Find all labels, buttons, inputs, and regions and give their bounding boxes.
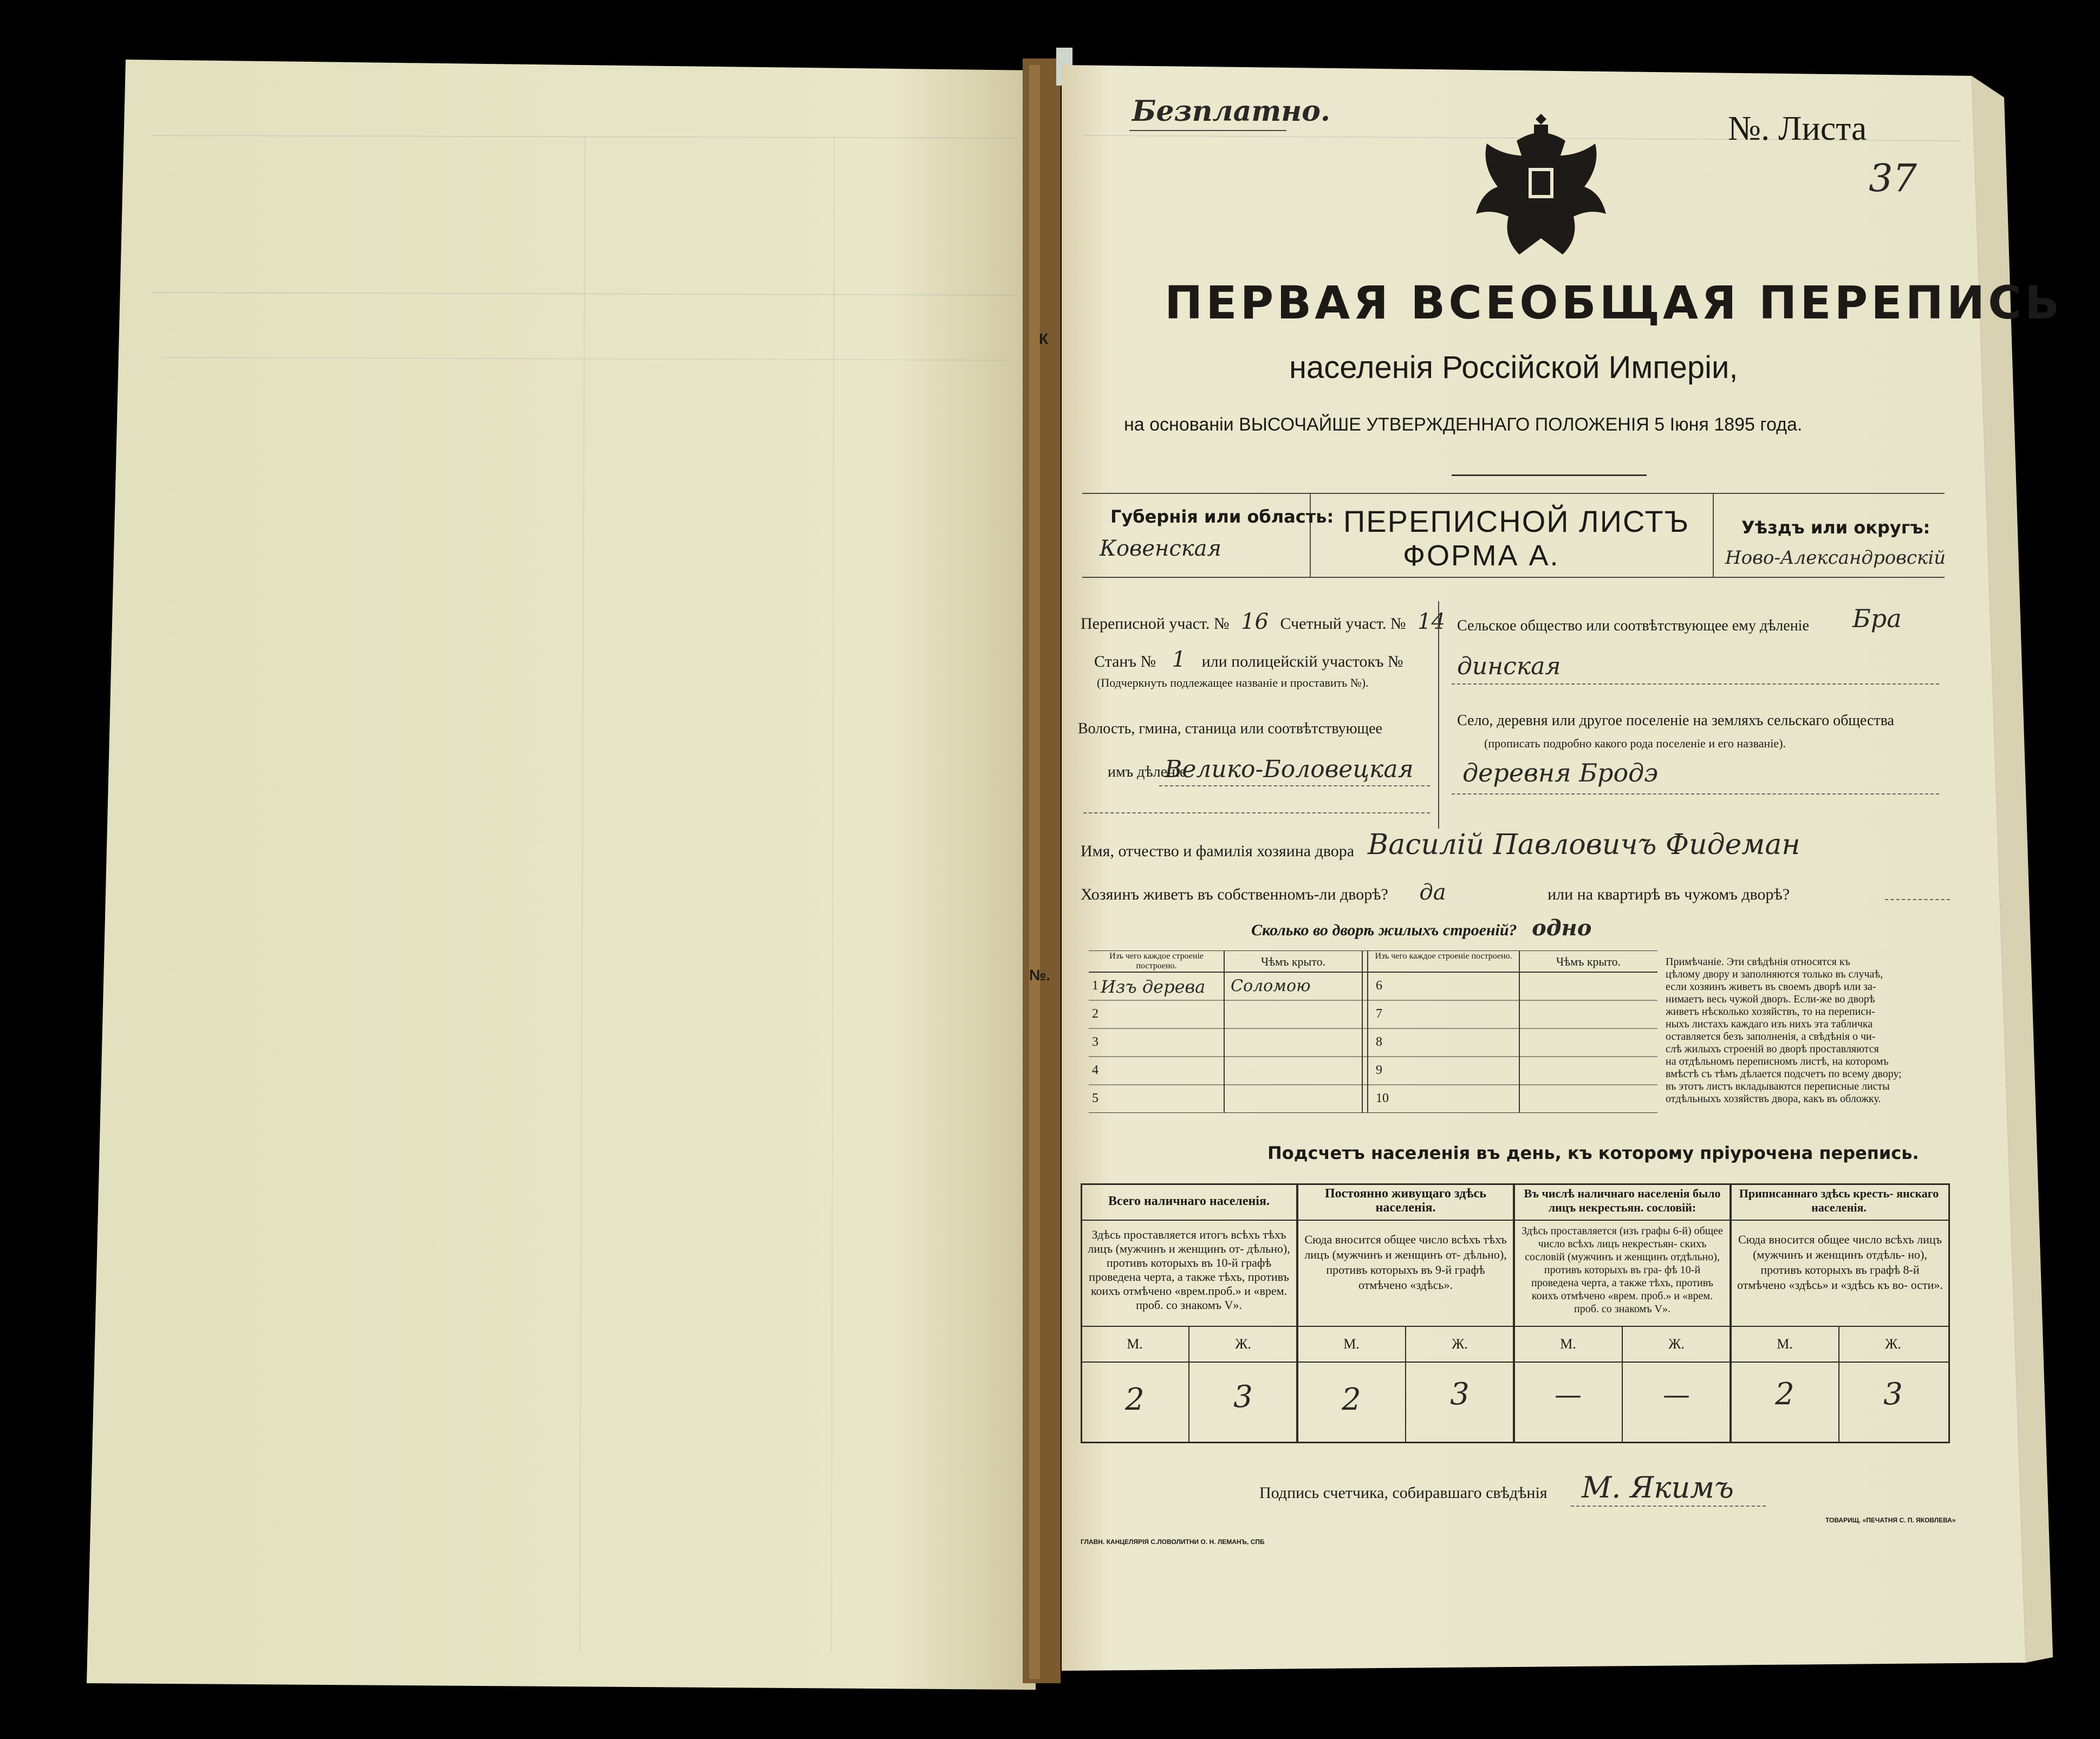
community-value1: Бра <box>1852 604 1902 633</box>
bt-material: Изъ дерева <box>1101 976 1206 997</box>
title-main: ПЕРВАЯ ВСЕОБЩАЯ ПЕРЕПИСЬ <box>1165 276 2063 329</box>
m-label: М. <box>1560 1336 1576 1352</box>
village-value: деревня Бродэ <box>1462 758 1659 787</box>
count-col-header: Всего наличнаго населенія. <box>1108 1194 1270 1208</box>
count-value-m: — <box>1555 1379 1582 1410</box>
count-col-desc: Сюда вносится общее число всѣхъ лицъ (мужчинъ и женщинъ отдѣль- но), противъ которыхъ въ графѣ 8-й отмѣчено «здѣсь» и «здѣсь къ во- ости». <box>1737 1233 1943 1292</box>
note-line: оставляется безъ заполненія, а свѣдѣнія о чи- <box>1666 1031 1876 1043</box>
note-line: въ этотъ листъ вкладываются переписные листы <box>1666 1080 1890 1092</box>
bt-row-num: 5 <box>1092 1091 1098 1105</box>
spine <box>1023 58 1061 1683</box>
bt-row-num: 10 <box>1376 1091 1389 1105</box>
stan-label2: или полицейскій участокъ № <box>1201 653 1403 670</box>
note-line: на отдѣльномъ переписномъ листѣ, на которомъ <box>1666 1056 1889 1067</box>
stan-label: Станъ № <box>1094 653 1156 670</box>
community-value2: динская <box>1457 653 1561 680</box>
bt-row-num: 1 <box>1092 979 1098 993</box>
note-line: ныхъ листахъ каждаго изъ нихъ эта табличка <box>1666 1018 1873 1030</box>
bt-row-num: 4 <box>1092 1063 1098 1077</box>
title-sub: населенія Россійской Имперіи, <box>1289 350 1738 385</box>
count-col-header: Постоянно живущаго здѣсь населенія. <box>1324 1187 1486 1215</box>
buildings-label: Сколько во дворѣ жилыхъ строеній? <box>1251 921 1517 939</box>
bt-header-material-left: Изъ чего каждое строеніе построено. <box>1109 952 1204 971</box>
count-col-header: Въ числѣ наличнаго населенія было лицъ некрестьян. сословій: <box>1524 1187 1721 1214</box>
bt-header-roof-left: Чѣмъ крыто. <box>1260 955 1326 968</box>
counting-district-label: Счетный участ. № <box>1280 615 1406 633</box>
sheet-label: №. Листа <box>1728 109 1867 147</box>
note-line: отдѣльныхъ хозяйствъ двора, какъ въ обложку. <box>1666 1093 1881 1105</box>
own-yard-value: да <box>1419 880 1446 905</box>
bt-row-num: 3 <box>1092 1035 1098 1049</box>
uezd-label: Уѣздъ или округъ: <box>1741 517 1930 538</box>
guberniya-label: Губернія или область: <box>1110 506 1334 527</box>
bt-row-num: 6 <box>1376 979 1382 993</box>
imperial-eagle-emblem <box>1462 103 1620 260</box>
note-line: вмѣстѣ съ тѣмъ дѣлается подсчетъ по всему двору; <box>1666 1068 1902 1080</box>
count-value-f: 3 <box>1883 1377 1903 1412</box>
village-note: (прописать подробно какого рода поселеніе и его названіе). <box>1484 737 1786 750</box>
f-label: Ж. <box>1452 1336 1468 1352</box>
count-value-m: 2 <box>1775 1377 1795 1412</box>
buildings-table <box>1089 950 1657 1113</box>
bt-roof: Соломою <box>1231 976 1311 995</box>
note-line: слѣ жилыхъ строеній во дворѣ проставляются <box>1666 1043 1879 1055</box>
count-title: Подсчетъ населенія въ день, къ которому пріурочена перепись. <box>1267 1143 1919 1163</box>
signature-label: Подпись счетчика, собиравшаго свѣдѣнія <box>1259 1484 1548 1502</box>
free-label: Безплатно. <box>1132 95 1330 128</box>
bt-header-material-right: Изъ чего каждое строеніе построено. <box>1375 952 1512 961</box>
bt-row-num: 7 <box>1376 1007 1382 1021</box>
f-label: Ж. <box>1885 1336 1901 1352</box>
note-line: цѣлому двору и заполняются только въ случаѣ, <box>1666 968 1883 980</box>
note-line: если хозяинъ живетъ въ своемъ дворѣ или за- <box>1666 981 1876 993</box>
count-col-desc: Сюда вносится общее число всѣхъ тѣхъ лицъ (мужчинъ и женщинъ от- дѣльно), противъ которыхъ въ 9-й графѣ отмѣчено «здѣсь». <box>1304 1233 1507 1292</box>
margin-letter-k: К <box>1039 330 1049 347</box>
bt-row-num: 8 <box>1376 1035 1382 1049</box>
count-value-f: — <box>1663 1379 1690 1410</box>
note-line: Примѣчаніе. Эти свѣдѣнія относятся къ <box>1666 956 1850 968</box>
buildings-value: одно <box>1532 915 1592 941</box>
count-col-desc: Здѣсь проставляется (изъ графы 6-й) общее число всѣхъ лицъ некрестьян- скихъ сословій (мужчинъ и женщинъ отдѣльно), противъ которыхъ въ гра- фѣ 10-й проведена черта, а также тѣхъ, противъ коихъ отмѣчено «врем. проб.» и «врем. проб. со знакомъ V». <box>1522 1225 1723 1315</box>
census-district-label: Переписной участ. № <box>1081 615 1230 633</box>
own-yard-label: Хозяинъ живетъ въ собственномъ-ли дворѣ? <box>1081 885 1388 903</box>
census-district-value: 16 <box>1241 609 1269 634</box>
sheet-number: 37 <box>1869 156 1917 200</box>
count-value-f: 3 <box>1233 1379 1253 1415</box>
bt-header-roof-right: Чѣмъ крыто. <box>1556 955 1621 968</box>
f-label: Ж. <box>1235 1336 1251 1352</box>
stan-value: 1 <box>1172 647 1186 672</box>
note-line: живетъ нѣсколько хозяйствъ, то на переписн- <box>1666 1006 1875 1018</box>
left-page <box>87 60 1036 1690</box>
count-col-desc: Здѣсь проставляется итогъ всѣхъ тѣхъ лицъ (мужчинъ и женщинъ от- дѣльно), противъ которыхъ въ 10-й графѣ проведена черта, а также тѣхъ, противъ коихъ отмѣчено «врем.проб.» и «врем. проб. со знакомъ V». <box>1088 1228 1290 1312</box>
m-label: М. <box>1343 1336 1360 1352</box>
bt-row-num: 9 <box>1376 1063 1382 1077</box>
m-label: М. <box>1777 1336 1793 1352</box>
count-value-m: 2 <box>1342 1382 1361 1417</box>
footer-left: ГЛАВН. КАНЦЕЛЯРІЯ С.ЛОВОЛИТНИ О. Н. ЛЕМАНЪ, СПБ <box>1081 1538 1265 1546</box>
own-yard-label2: или на квартирѣ въ чужомъ дворѣ? <box>1548 885 1790 903</box>
note-block <box>1666 956 1947 1105</box>
bt-row-num: 2 <box>1092 1007 1098 1021</box>
stan-note: (Подчеркнуть подлежащее названіе и проставить №). <box>1097 676 1369 689</box>
title-basis: на основаніи ВЫСОЧАЙШЕ УТВЕРЖДЕННАГО ПОЛОЖЕНІЯ 5 Іюня 1895 года. <box>1124 414 1803 435</box>
owner-value: Василій Павловичъ Фидеман <box>1368 829 1800 861</box>
form-title-line1: ПЕРЕПИСНОЙ ЛИСТЪ <box>1343 504 1690 538</box>
uezd-value: Ново-Александровскій <box>1725 547 1946 569</box>
owner-label: Имя, отчество и фамилія хозяина двора <box>1081 842 1355 860</box>
village-label: Село, деревня или другое поселеніе на земляхъ сельскаго общества <box>1457 712 1894 729</box>
form-title-line2: ФОРМА А. <box>1403 539 1560 572</box>
counting-district-value: 14 <box>1418 609 1445 634</box>
community-label: Сельское общество или соотвѣтствующее ему дѣленіе <box>1457 617 1809 634</box>
count-value-m: 2 <box>1125 1382 1145 1417</box>
volost-label1: Волость, гмина, станица или соотвѣтствующее <box>1078 720 1382 737</box>
note-line: нимаетъ весь чужой дворъ. Если-же во дворѣ <box>1666 993 1875 1005</box>
guberniya-value: Ковенская <box>1100 536 1221 561</box>
volost-value: Велико-Боловецкая <box>1165 755 1414 783</box>
count-col-header: Приписаннаго здѣсь кресть- янскаго населенія. <box>1739 1187 1939 1214</box>
margin-letter-no: №. <box>1029 967 1050 984</box>
f-label: Ж. <box>1668 1336 1685 1352</box>
volost-label2: имъ дѣленіе <box>1108 764 1187 780</box>
m-label: М. <box>1127 1336 1143 1352</box>
count-table <box>1081 1183 1950 1443</box>
signature-value: М. Якимъ <box>1582 1470 1734 1504</box>
count-value-f: 3 <box>1450 1377 1470 1412</box>
footer-right: ТОВАРИЩ. «ПЕЧАТНЯ С. П. ЯКОВЛЕВА» <box>1825 1516 1956 1524</box>
